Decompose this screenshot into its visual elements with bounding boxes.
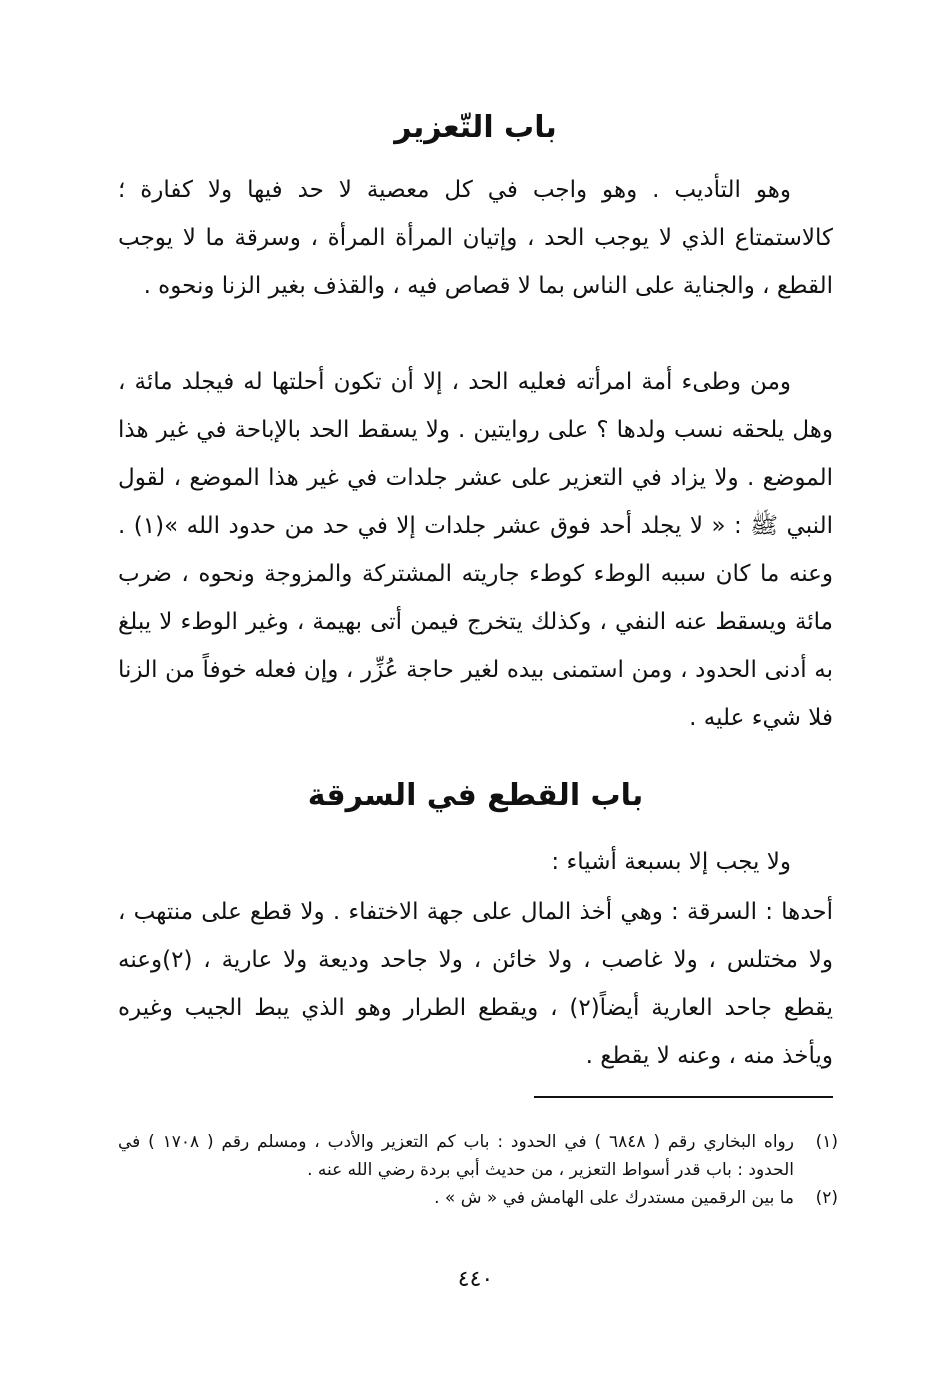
chapter-title-theft: باب القطع في السرقة bbox=[307, 778, 644, 813]
footnote-text: رواه البخاري رقم ( ٦٨٤٨ ) في الحدود : باب كم التعزير والأدب ، ومسلم رقم ( ١٧٠٨ ) في الحدود : باب قدر أسواط التعزير ، من حديث أبي بردة رضي الله عنه . bbox=[118, 1132, 794, 1180]
chapter-title-tazir: باب التّعزير bbox=[394, 110, 557, 145]
footnote-number: (١) bbox=[815, 1132, 838, 1152]
paragraph-tazir-definition: وهو التأديب . وهو واجب في كل معصية لا حد فيها ولا كفارة ؛ كالاستمتاع الذي لا يوجب الحد ، وإتيان المرأة المرأة ، وسرقة ما لا يوجب القطع ، والجناية على الناس بما لا قصاص فيه ، والقذف بغير الزنا ونحوه . bbox=[118, 177, 833, 299]
footnote-number: (٢) bbox=[815, 1188, 838, 1208]
footnote-2 bbox=[118, 1184, 838, 1212]
footnote-divider bbox=[534, 1096, 833, 1098]
footnote-text: ما بين الرقمين مستدرك على الهامش في « ش » . bbox=[434, 1188, 794, 1208]
footnote-1 bbox=[118, 1128, 838, 1184]
page-number: ٤٤٠ bbox=[457, 1267, 494, 1292]
paragraph-theft-intro: ولا يجب إلا بسبعة أشياء : bbox=[551, 849, 791, 875]
paragraph-tazir-details: ومن وطىء أمة امرأته فعليه الحد ، إلا أن تكون أحلتها له فيجلد مائة ، وهل يلحقه نسب ولدها ؟ على روايتين . ولا يسقط الحد بالإباحة في غير هذا الموضع . ولا يزاد في التعزير على عشر جلدات في غير هذا الموضع ، لقول النبي ﷺ : « لا يجلد أحد فوق عشر جلدات إلا في حد من حدود الله »(١) . وعنه ما كان سببه الوطء كوطء جاريته المشتركة والمزوجة ونحوه ، ضرب مائة ويسقط عنه النفي ، وكذلك يتخرج فيمن أتى بهيمة ، وغير الوطء لا يبلغ به أدنى الحدود ، ومن استمنى بيده لغير حاجة عُزِّر ، وإن فعله خوفاً من الزنا فلا شيء عليه . bbox=[118, 369, 833, 731]
footnotes bbox=[118, 1128, 838, 1212]
paragraph-theft-first-condition: أحدها : السرقة : وهي أخذ المال على جهة الاختفاء . ولا قطع على منتهب ، ولا مختلس ، ولا غاصب ، ولا خائن ، ولا جاحد وديعة ولا عارية ، (٢)وعنه يقطع جاحد العارية أيضاً(٢) ، ويقطع الطرار وهو الذي يبط الجيب وغيره ويأخذ منه ، وعنه لا يقطع . bbox=[118, 899, 833, 1069]
